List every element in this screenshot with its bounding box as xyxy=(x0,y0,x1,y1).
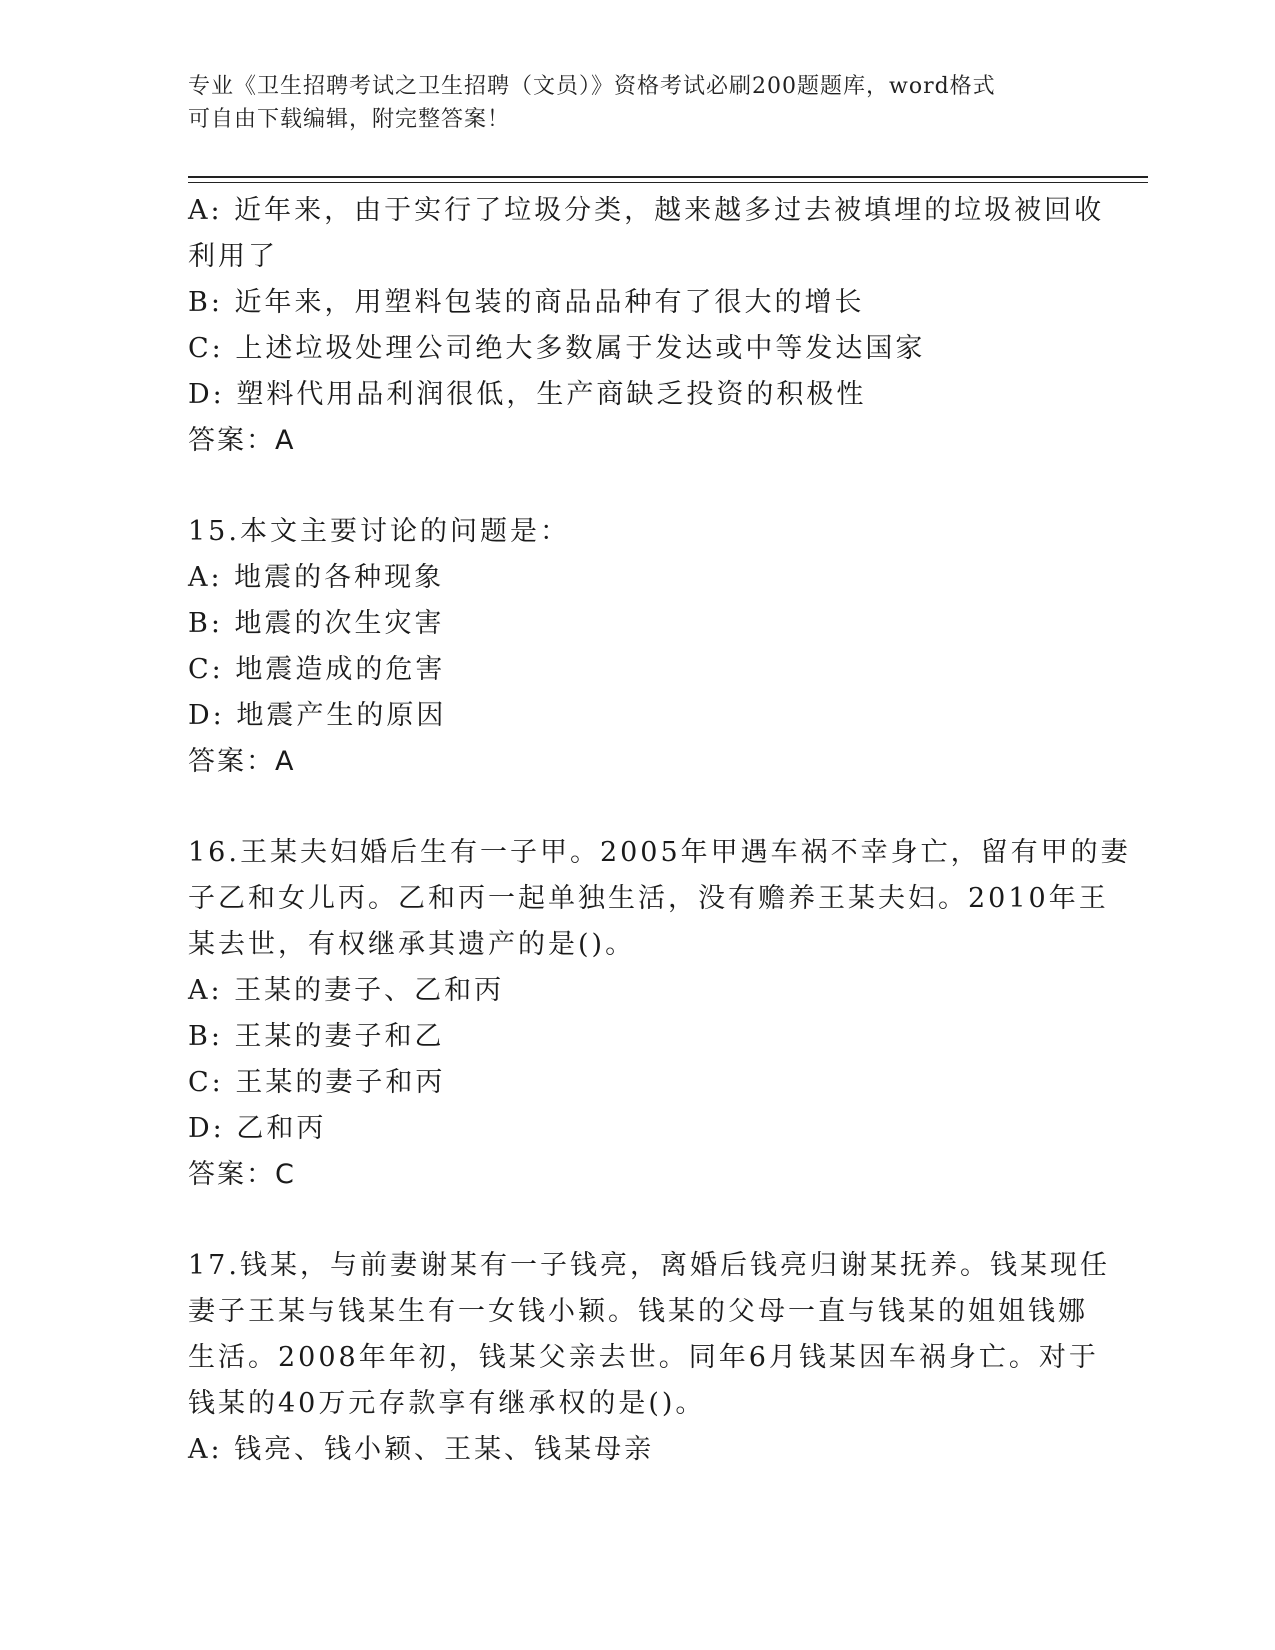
q14-option-d: D: 塑料代用品利润很低，生产商缺乏投资的积极性 xyxy=(188,379,867,410)
q14-option-c: C: 上述垃圾处理公司绝大多数属于发达或中等发达国家 xyxy=(188,333,926,364)
q16-option-c: C: 王某的妻子和丙 xyxy=(188,1067,446,1098)
document-body xyxy=(188,188,1131,1473)
q14-option-b: B: 近年来，用塑料包装的商品品种有了很大的增长 xyxy=(188,287,865,318)
question-16-block xyxy=(188,830,1131,1198)
q16-question-line-1: 16.王某夫妇婚后生有一子甲。2005年甲遇车祸不幸身亡，留有甲的妻 xyxy=(188,837,1131,868)
q15-option-c: C: 地震造成的危害 xyxy=(188,654,446,685)
q16-question-line-2: 子乙和女儿丙。乙和丙一起单独生活，没有赡养王某夫妇。2010年王 xyxy=(188,883,1109,914)
question-17-block xyxy=(188,1243,1110,1473)
q17-question-line-4: 钱某的40万元存款享有继承权的是()。 xyxy=(188,1388,706,1419)
q14-option-a-line-2: 利用了 xyxy=(188,241,278,272)
header-title-line-1: 专业《卫生招聘考试之卫生招聘（文员）》资格考试必刷200题题库，word格式 xyxy=(188,74,996,99)
header-rule-thick xyxy=(188,176,1148,178)
q16-option-d: D: 乙和丙 xyxy=(188,1113,327,1144)
q15-answer: 答案：A xyxy=(188,746,296,777)
q16-question-line-3: 某去世，有权继承其遗产的是()。 xyxy=(188,929,636,960)
q14-option-a-line-1: A: 近年来，由于实行了垃圾分类，越来越多过去被填埋的垃圾被回收 xyxy=(188,195,1105,226)
q15-question: 15.本文主要讨论的问题是： xyxy=(188,516,570,547)
q17-question-line-2: 妻子王某与钱某生有一女钱小颖。钱某的父母一直与钱某的姐姐钱娜 xyxy=(188,1296,1088,1327)
q15-option-b: B: 地震的次生灾害 xyxy=(188,608,445,639)
header-rule-thin xyxy=(188,182,1148,183)
q16-option-b: B: 王某的妻子和乙 xyxy=(188,1021,445,1052)
header-title-line-2: 可自由下载编辑，附完整答案！ xyxy=(188,107,511,132)
q16-option-a: A: 王某的妻子、乙和丙 xyxy=(188,975,505,1006)
q15-option-a: A: 地震的各种现象 xyxy=(188,562,445,593)
section-gap xyxy=(188,464,1088,509)
section-gap xyxy=(188,785,1088,830)
q17-option-a: A: 钱亮、钱小颖、王某、钱某母亲 xyxy=(188,1434,655,1465)
q14-answer: 答案：A xyxy=(188,425,296,456)
question-15-block xyxy=(188,509,1088,785)
q17-question-line-3: 生活。2008年年初，钱某父亲去世。同年6月钱某因车祸身亡。对于 xyxy=(188,1342,1099,1373)
question-14-block xyxy=(188,188,1105,464)
q15-option-d: D: 地震产生的原因 xyxy=(188,700,447,731)
q17-question-line-1: 17.钱某，与前妻谢某有一子钱亮，离婚后钱亮归谢某抚养。钱某现任 xyxy=(188,1250,1110,1281)
section-gap xyxy=(188,1198,1088,1243)
document-header xyxy=(188,70,1068,136)
q16-answer: 答案：C xyxy=(188,1159,296,1190)
